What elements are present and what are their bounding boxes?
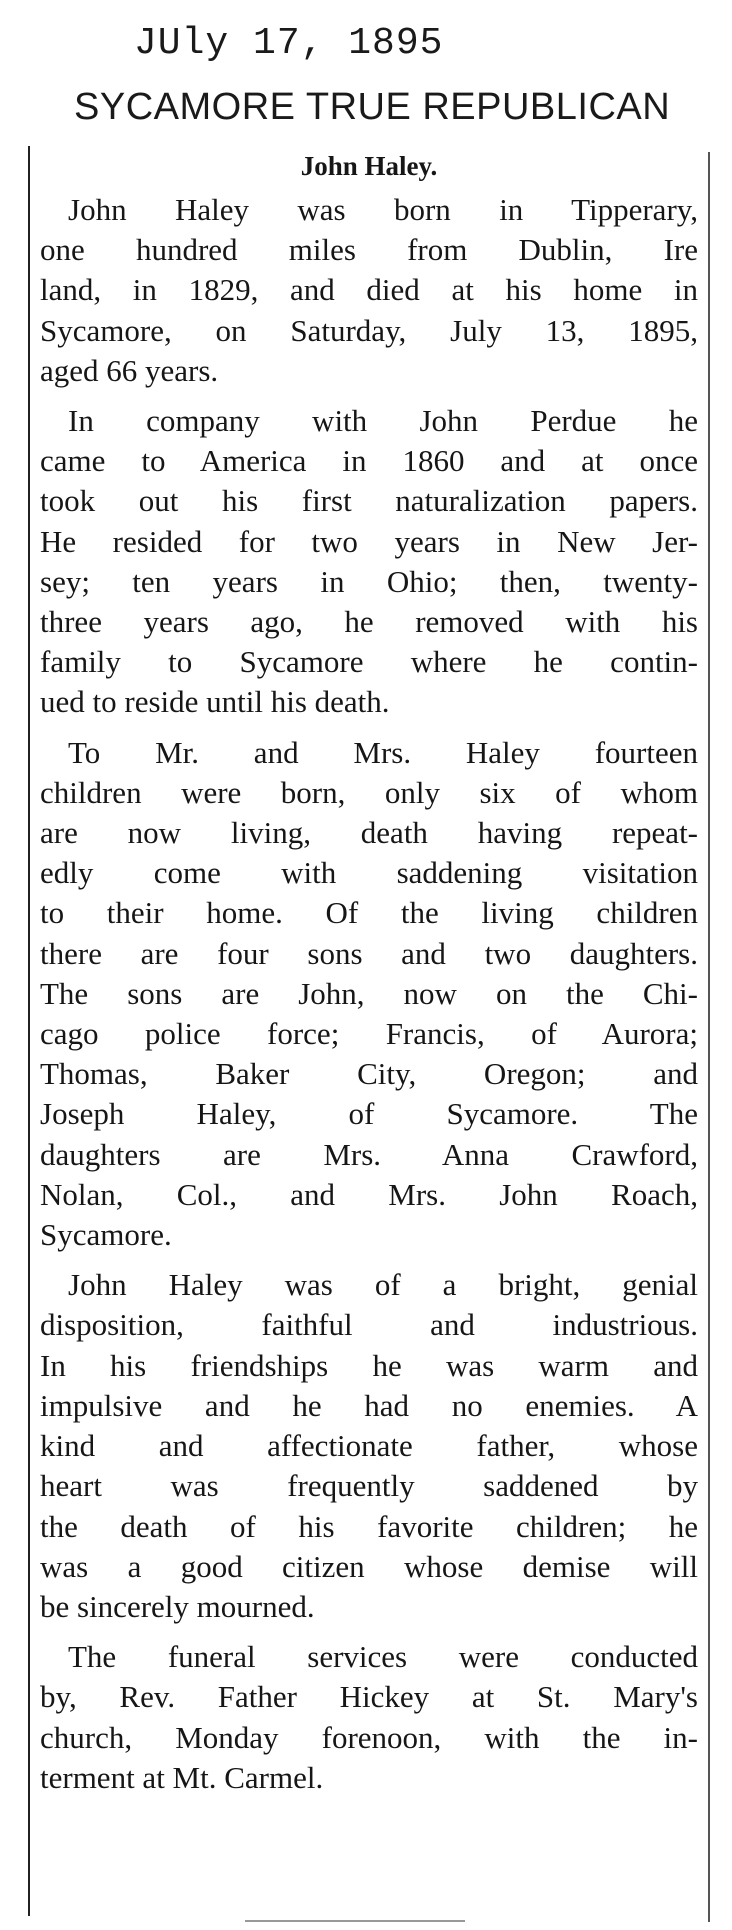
article-paragraph: [40, 190, 698, 391]
article-line: to their home. Of the living children: [40, 895, 698, 931]
article-line: kind and affectionate father, whose: [40, 1428, 698, 1464]
article-line: by, Rev. Father Hickey at St. Mary's: [40, 1679, 698, 1715]
clipping-date: JUly 17, 1895: [134, 22, 444, 65]
article-line: impulsive and he had no enemies. A: [40, 1387, 698, 1423]
article-line: there are four sons and two daughters.: [40, 935, 698, 971]
article-line: are now living, death having repeat-: [40, 815, 698, 851]
article-line: John Haley was of a bright, genial: [68, 1267, 698, 1303]
article-line: be sincerely mourned.: [40, 1588, 315, 1624]
column-rule-left: [28, 146, 30, 1916]
article-line: Thomas, Baker City, Oregon; and: [40, 1056, 698, 1092]
article-line: In company with John Perdue he: [68, 403, 698, 439]
article-line: edly come with saddening visitation: [40, 855, 698, 891]
article-line: cago police force; Francis, of Aurora;: [40, 1016, 698, 1052]
article-body: [40, 190, 698, 1798]
article-paragraph: [40, 401, 698, 723]
article-line: three years ago, he removed with his: [40, 604, 698, 640]
article-line: family to Sycamore where he contin-: [40, 644, 698, 680]
article-paragraph: [40, 733, 698, 1256]
article-line: In his friendships he was warm and: [40, 1347, 698, 1383]
article-line: was a good citizen whose demise will: [40, 1548, 698, 1584]
article-line: children were born, only six of whom: [40, 774, 698, 810]
article-line: The sons are John, now on the Chi-: [40, 975, 698, 1011]
article-line: To Mr. and Mrs. Haley fourteen: [68, 734, 698, 770]
article-paragraph: [40, 1637, 698, 1798]
article-line: land, in 1829, and died at his home in: [40, 272, 698, 308]
column-rule-bottom: [245, 1920, 465, 1922]
article-line: ued to reside until his death.: [40, 684, 390, 720]
article-line: took out his first naturalization papers.: [40, 483, 698, 519]
article-line: church, Monday forenoon, with the in-: [40, 1719, 698, 1755]
article-line: disposition, faithful and industrious.: [40, 1307, 698, 1343]
article-line: Sycamore.: [40, 1217, 172, 1253]
article-headline: John Haley.: [300, 151, 438, 181]
article-line: He resided for two years in New Jer-: [40, 523, 698, 559]
article-line: The funeral services were conducted: [68, 1639, 698, 1675]
newspaper-name: SYCAMORE TRUE REPUBLICAN: [74, 86, 671, 128]
article-line: Joseph Haley, of Sycamore. The: [40, 1096, 698, 1132]
article-line: John Haley was born in Tipperary,: [68, 192, 698, 227]
article-line: daughters are Mrs. Anna Crawford,: [40, 1136, 698, 1172]
column-rule-right: [708, 152, 710, 1922]
article-paragraph: [40, 1265, 698, 1627]
article-line: sey; ten years in Ohio; then, twenty-: [40, 563, 698, 599]
article-line: Sycamore, on Saturday, July 13, 1895,: [40, 312, 698, 348]
article-line: aged 66 years.: [40, 352, 219, 388]
article-line: came to America in 1860 and at once: [40, 443, 698, 479]
article-line: heart was frequently saddened by: [40, 1468, 698, 1504]
article-line: the death of his favorite children; he: [40, 1508, 698, 1544]
article-line: Nolan, Col., and Mrs. John Roach,: [40, 1176, 698, 1212]
article-line: one hundred miles from Dublin, Ire: [40, 232, 698, 268]
article-line: terment at Mt. Carmel.: [40, 1759, 324, 1795]
obituary-article: [40, 148, 698, 1808]
